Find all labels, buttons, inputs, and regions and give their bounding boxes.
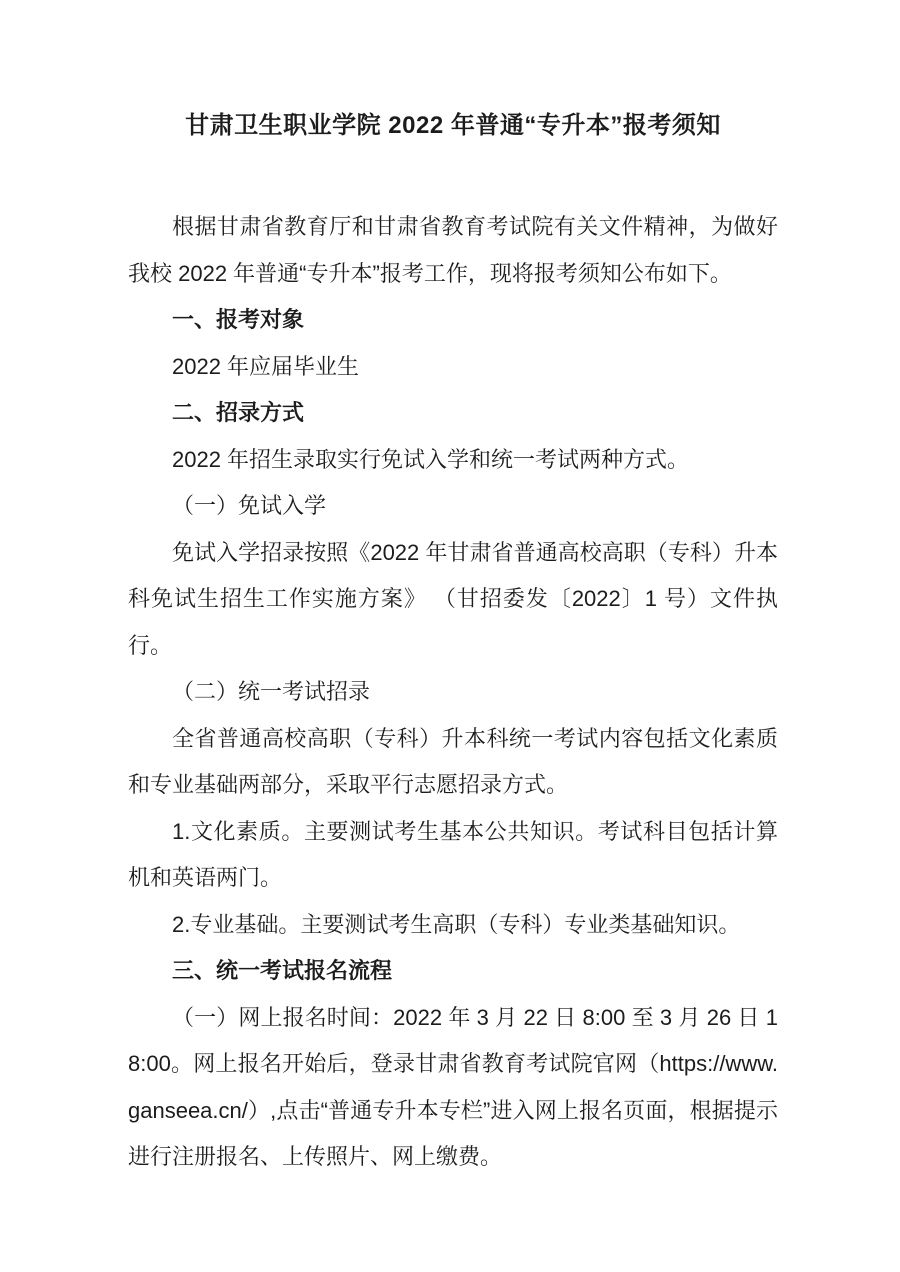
section-heading-2: 二、招录方式 bbox=[172, 400, 305, 425]
paragraph-target-audience: 2022 年应届毕业生 bbox=[172, 353, 360, 379]
paragraph-exempt-policy: 免试入学招录按照《2022 年甘肃省普通高校高职（专科）升本科免试生招生工作实施方案》 （甘招委发〔2022〕1 号）文件执行。 bbox=[128, 539, 778, 658]
section-heading-3: 三、统一考试报名流程 bbox=[172, 958, 393, 983]
subsection-heading-unified: （二）统一考试招录 bbox=[172, 679, 371, 704]
document-title: 甘肃卫生职业学院 2022 年普通“专升本”报考须知 bbox=[185, 112, 721, 139]
paragraph-major-basics: 2.专业基础。主要测试考生高职（专科）专业类基础知识。 bbox=[172, 911, 741, 937]
subsection-heading-exempt: （一）免试入学 bbox=[172, 493, 327, 518]
paragraph-admission-modes: 2022 年招生录取实行免试入学和统一考试两种方式。 bbox=[172, 446, 690, 472]
paragraph-registration: （一）网上报名时间：2022 年 3 月 22 日 8:00 至 3 月 26 日 18:00。网上报名开始后，登录甘肃省教育考试院官网（https://www.ganseea.cn/）,点击“普通专升本专栏”进入网上报名页面，根据提示进行注册报名、上传照片、网上缴费。 bbox=[128, 1004, 778, 1169]
paragraph-culture-quality: 1.文化素质。主要测试考生基本公共知识。考试科目包括计算机和英语两门。 bbox=[128, 818, 778, 890]
section-heading-1: 一、报考对象 bbox=[172, 307, 305, 332]
paragraph-unified-exam: 全省普通高校高职（专科）升本科统一考试内容包括文化素质和专业基础两部分，采取平行志愿招录方式。 bbox=[128, 725, 778, 797]
paragraph-intro: 根据甘肃省教育厅和甘肃省教育考试院有关文件精神，为做好我校 2022 年普通“专升本”报考工作，现将报考须知公布如下。 bbox=[128, 214, 778, 286]
